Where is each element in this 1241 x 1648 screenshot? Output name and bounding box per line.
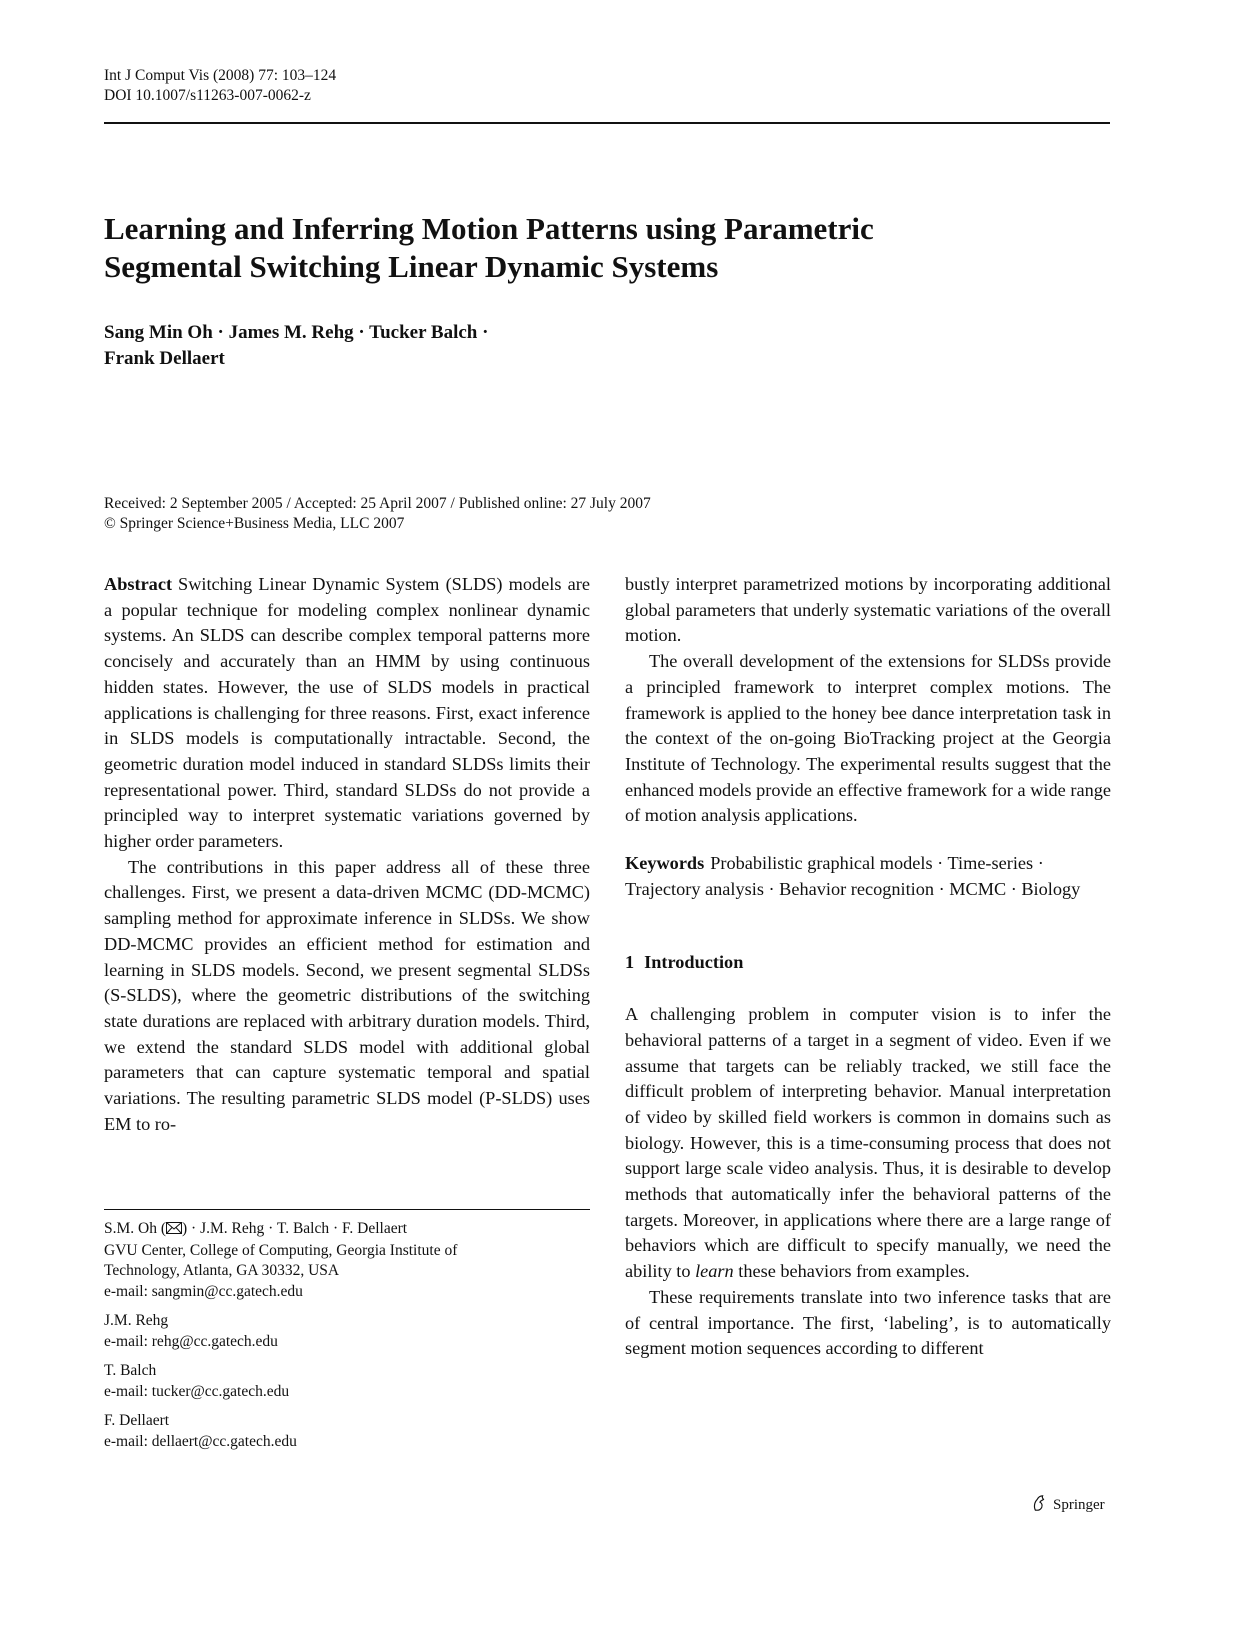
author-line1: Sang Min Oh · James M. Rehg · Tucker Balch · — [104, 322, 489, 343]
envelope-icon — [166, 1220, 182, 1241]
name-rehg: J.M. Rehg — [104, 1312, 169, 1329]
publisher-logo — [1030, 1494, 1105, 1517]
keywords-block — [625, 851, 1111, 902]
affiliation-line-2: GVU Center, College of Computing, Georgia Institute of — [104, 1241, 458, 1259]
intro-text-1a: A challenging problem in computer vision is to infer the behavioral patterns of a target in a segment of video. Even if we assume that targets can be reliably tracked, we still face the difficult problem of interpreting behavior. Manual interpretation of video by skilled field workers is common in domains such as biology. However, this is a time-consuming process that does not support large scale video analysis. Thus, it is desirable to develop methods that automatically infer the behavioral patterns of the targets. Moreover, in applications where there are a large range of behaviors which are difficult to specify manually, we need the ability to — [625, 1004, 1111, 1282]
affiliation-rehg — [104, 1311, 590, 1352]
email-dellaert: e-mail: dellaert@cc.gatech.edu — [104, 1432, 297, 1450]
email-balch: e-mail: tucker@cc.gatech.edu — [104, 1382, 290, 1400]
footnote-rule — [104, 1209, 590, 1210]
name-dellaert: F. Dellaert — [104, 1412, 170, 1429]
journal-citation: Int J Comput Vis (2008) 77: 103–124 — [104, 67, 337, 84]
abstract-text-1: Switching Linear Dynamic System (SLDS) models are a popular technique for modeling complex nonlinear dynamic systems. An SLDS can describe complex temporal patterns more concisely and accurately than an HMM by using continuous hidden states. However, the use of SLDS models in practical applications is challenging for three reasons. First, exact inference in SLDS models is computationally intractable. Second, the geometric duration model induced in standard SLDSs limits their representational power. Third, standard SLDSs do not provide a principled way to interpret systematic variations governed by higher order parameters. — [104, 574, 590, 852]
intro-text-1b: these behaviors from examples. — [738, 1261, 970, 1282]
keywords-label: Keywords — [625, 853, 705, 874]
abstract-paragraph-3: The overall development of the extensions for SLDSs provide a principled framework to interpret complex motions. The framework is applied to the honey bee dance interpretation task in the context of the on-going BioTracking project at the Georgia Institute of Technology. The experimental results suggest that the enhanced models provide an effective framework for a wide range of motion analysis applications. — [625, 651, 1111, 826]
intro-paragraph-2: These requirements translate into two inference tasks that are of central importance. The first, ‘labeling’, is to automatically segment motion sequences according to different — [625, 1286, 1111, 1359]
publisher-name: Springer — [1053, 1497, 1105, 1513]
abstract-paragraph-2: The contributions in this paper address all of these three challenges. First, we present a data-driven MCMC (DD-MCMC) sampling method for approximate inference in SLDSs. We show DD-MCMC provides an efficient method for estimation and learning in SLDS models. Second, we present segmental SLDSs (S-SLDS), where the geometric distributions of the switching state durations are replaced with arbitrary duration models. Third, we extend the standard SLDS model with additional global parameters that can capture systematic temporal and spatial variations. The resulting parametric SLDS model (P-SLDS) uses EM to ro- — [104, 856, 590, 1134]
section-heading-introduction — [625, 950, 1111, 976]
received-accepted-published: Received: 2 September 2005 / Accepted: 25 April 2007 / Published online: 27 July 2007 — [104, 495, 651, 512]
email-oh: e-mail: sangmin@cc.gatech.edu — [104, 1282, 303, 1300]
name-balch: T. Balch — [104, 1362, 157, 1379]
affiliation-line-3: Technology, Atlanta, GA 30332, USA — [104, 1262, 340, 1279]
left-column — [104, 572, 590, 1137]
intro-paragraph-1 — [625, 1002, 1111, 1285]
keywords-text: Probabilistic graphical models · Time-series · Trajectory analysis · Behavior recognition · MCMC · Biology — [625, 853, 1081, 899]
affiliation-dellaert — [104, 1411, 590, 1452]
springer-horse-icon — [1030, 1494, 1048, 1517]
affiliations — [104, 1219, 590, 1461]
corresponding-author-name: S.M. Oh ( — [104, 1220, 167, 1237]
copyright-notice: © Springer Science+Business Media, LLC 2007 — [104, 515, 405, 532]
author-line2: Frank Dellaert — [104, 348, 225, 369]
corresponding-author-line — [104, 1219, 590, 1241]
affiliation-oh — [104, 1219, 590, 1302]
paper-title-line2: Segmental Switching Linear Dynamic Systems — [104, 249, 719, 284]
section-title: Introduction — [644, 952, 744, 973]
section-number: 1 — [625, 952, 635, 973]
right-column — [625, 572, 1111, 1362]
journal-doi: DOI 10.1007/s11263-007-0062-z — [104, 87, 311, 104]
publication-dates — [104, 494, 651, 534]
abstract-paragraph-1 — [104, 572, 590, 855]
coauthor-names: ) · J.M. Rehg · T. Balch · F. Dellaert — [182, 1220, 408, 1237]
author-list — [104, 320, 488, 372]
paper-title-line1: Learning and Inferring Motion Patterns using Parametric — [104, 211, 874, 246]
abstract-label: Abstract — [104, 574, 173, 594]
paper-title — [104, 210, 1004, 286]
journal-info — [104, 66, 336, 106]
header-rule — [104, 122, 1110, 124]
email-rehg: e-mail: rehg@cc.gatech.edu — [104, 1332, 278, 1350]
abstract-paragraph-2-continued: bustly interpret parametrized motions by incorporating additional global parameters that underly systematic variations of the overall motion. — [625, 574, 1111, 646]
intro-emphasis: learn — [695, 1261, 734, 1282]
affiliation-balch — [104, 1361, 590, 1402]
